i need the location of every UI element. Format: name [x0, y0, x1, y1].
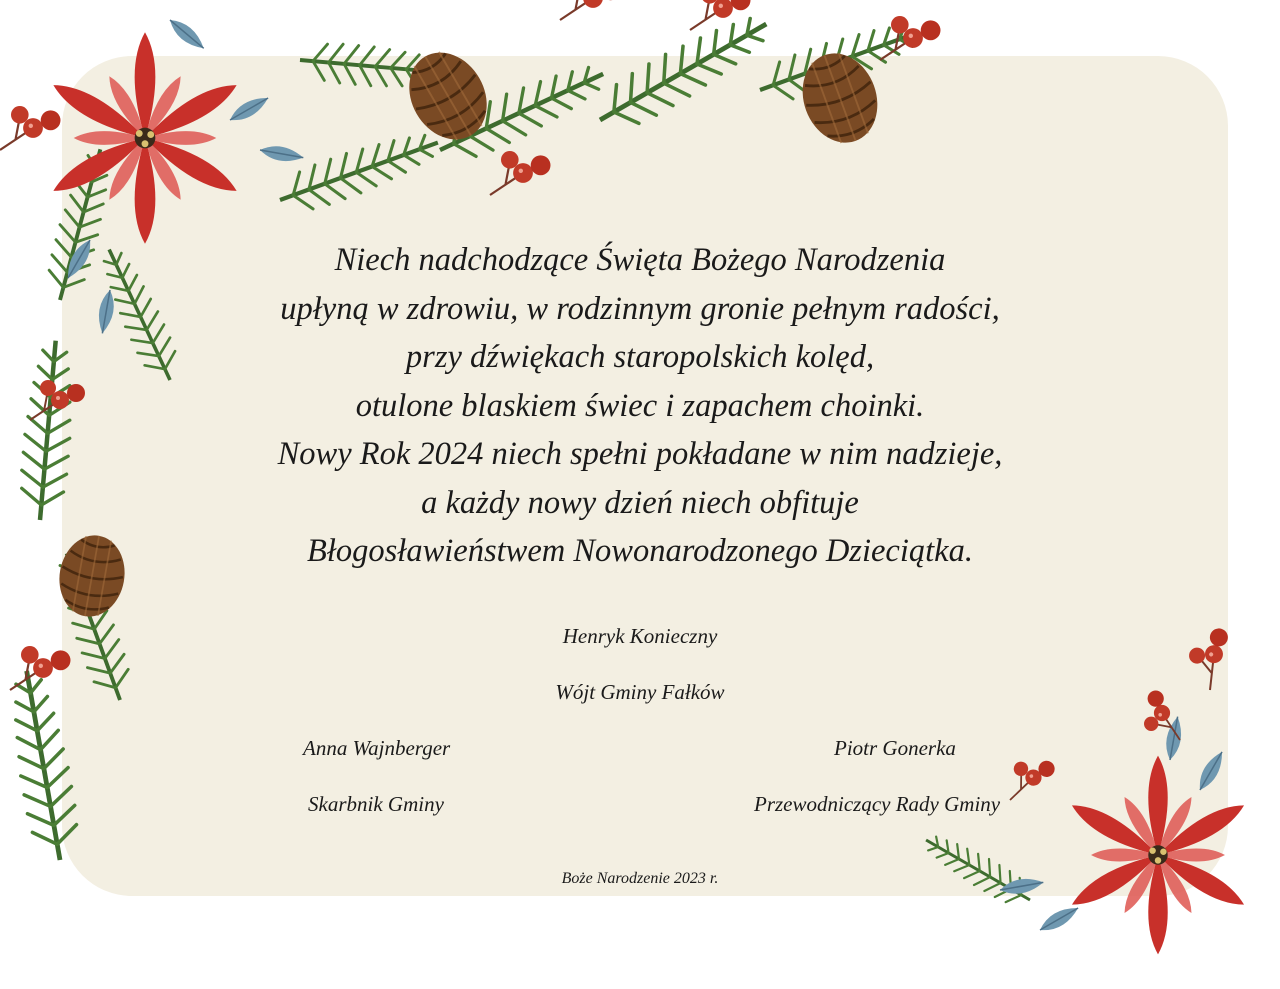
pinecone-icon	[790, 43, 889, 153]
eucalyptus-leaf-icon	[1037, 902, 1082, 936]
greeting-line: Błogosławieństwem Nowonarodzonego Dzieciątka.	[307, 533, 973, 569]
pinecone-icon	[53, 530, 131, 622]
eucalyptus-leaf-icon	[1163, 715, 1184, 761]
mayor-title: Wójt Gminy Fałków	[555, 680, 725, 704]
treasurer-name: Anna Wajnberger	[303, 736, 451, 760]
greeting-line: Nowy Rok 2024 niech spełni pokładane w nim nadzieje,	[277, 436, 1003, 472]
greeting-text	[140, 236, 1140, 576]
berry-sprig-icon	[1004, 756, 1059, 800]
greeting-line: Niech nadchodzące Święta Bożego Narodzenia	[334, 242, 946, 278]
greeting-line: upłyną w zdrowiu, w rodzinnym gronie pełnym radości,	[280, 290, 1000, 327]
berry-sprig-icon	[560, 0, 621, 20]
bottom-right-bouquet	[919, 622, 1249, 954]
footer-date: Boże Narodzenie 2023 r.	[561, 870, 719, 887]
mayor-name: Henryk Konieczny	[562, 624, 718, 648]
pine-branch-icon	[588, 3, 778, 141]
eucalyptus-leaf-icon	[259, 143, 305, 164]
poinsettia-icon	[1067, 756, 1249, 955]
berry-sprig-icon	[490, 151, 551, 195]
greeting-line: a każdy nowy dzień niech obfituje	[421, 484, 859, 521]
greeting-line: przy dźwiękach staropolskich kolęd,	[405, 339, 875, 375]
council-chair-name: Piotr Gonerka	[834, 736, 956, 760]
berry-sprig-icon	[0, 106, 61, 150]
eucalyptus-leaf-icon	[1194, 748, 1228, 793]
pinecone-icon	[394, 38, 502, 153]
berry-sprig-icon	[690, 0, 751, 30]
council-chair-title: Przewodniczący Rady Gminy	[754, 792, 1001, 816]
poinsettia-icon	[48, 32, 242, 244]
eucalyptus-leaf-icon	[166, 15, 209, 54]
eucalyptus-leaf-icon	[95, 289, 116, 335]
pine-branch-icon	[18, 339, 79, 522]
treasurer-title: Skarbnik Gminy	[308, 792, 444, 816]
pine-branch-icon	[273, 123, 445, 220]
greeting-line: otulone blaskiem świec i zapachem choinki.	[355, 387, 925, 424]
berry-sprig-icon	[880, 16, 941, 60]
eucalyptus-leaf-icon	[227, 92, 272, 126]
